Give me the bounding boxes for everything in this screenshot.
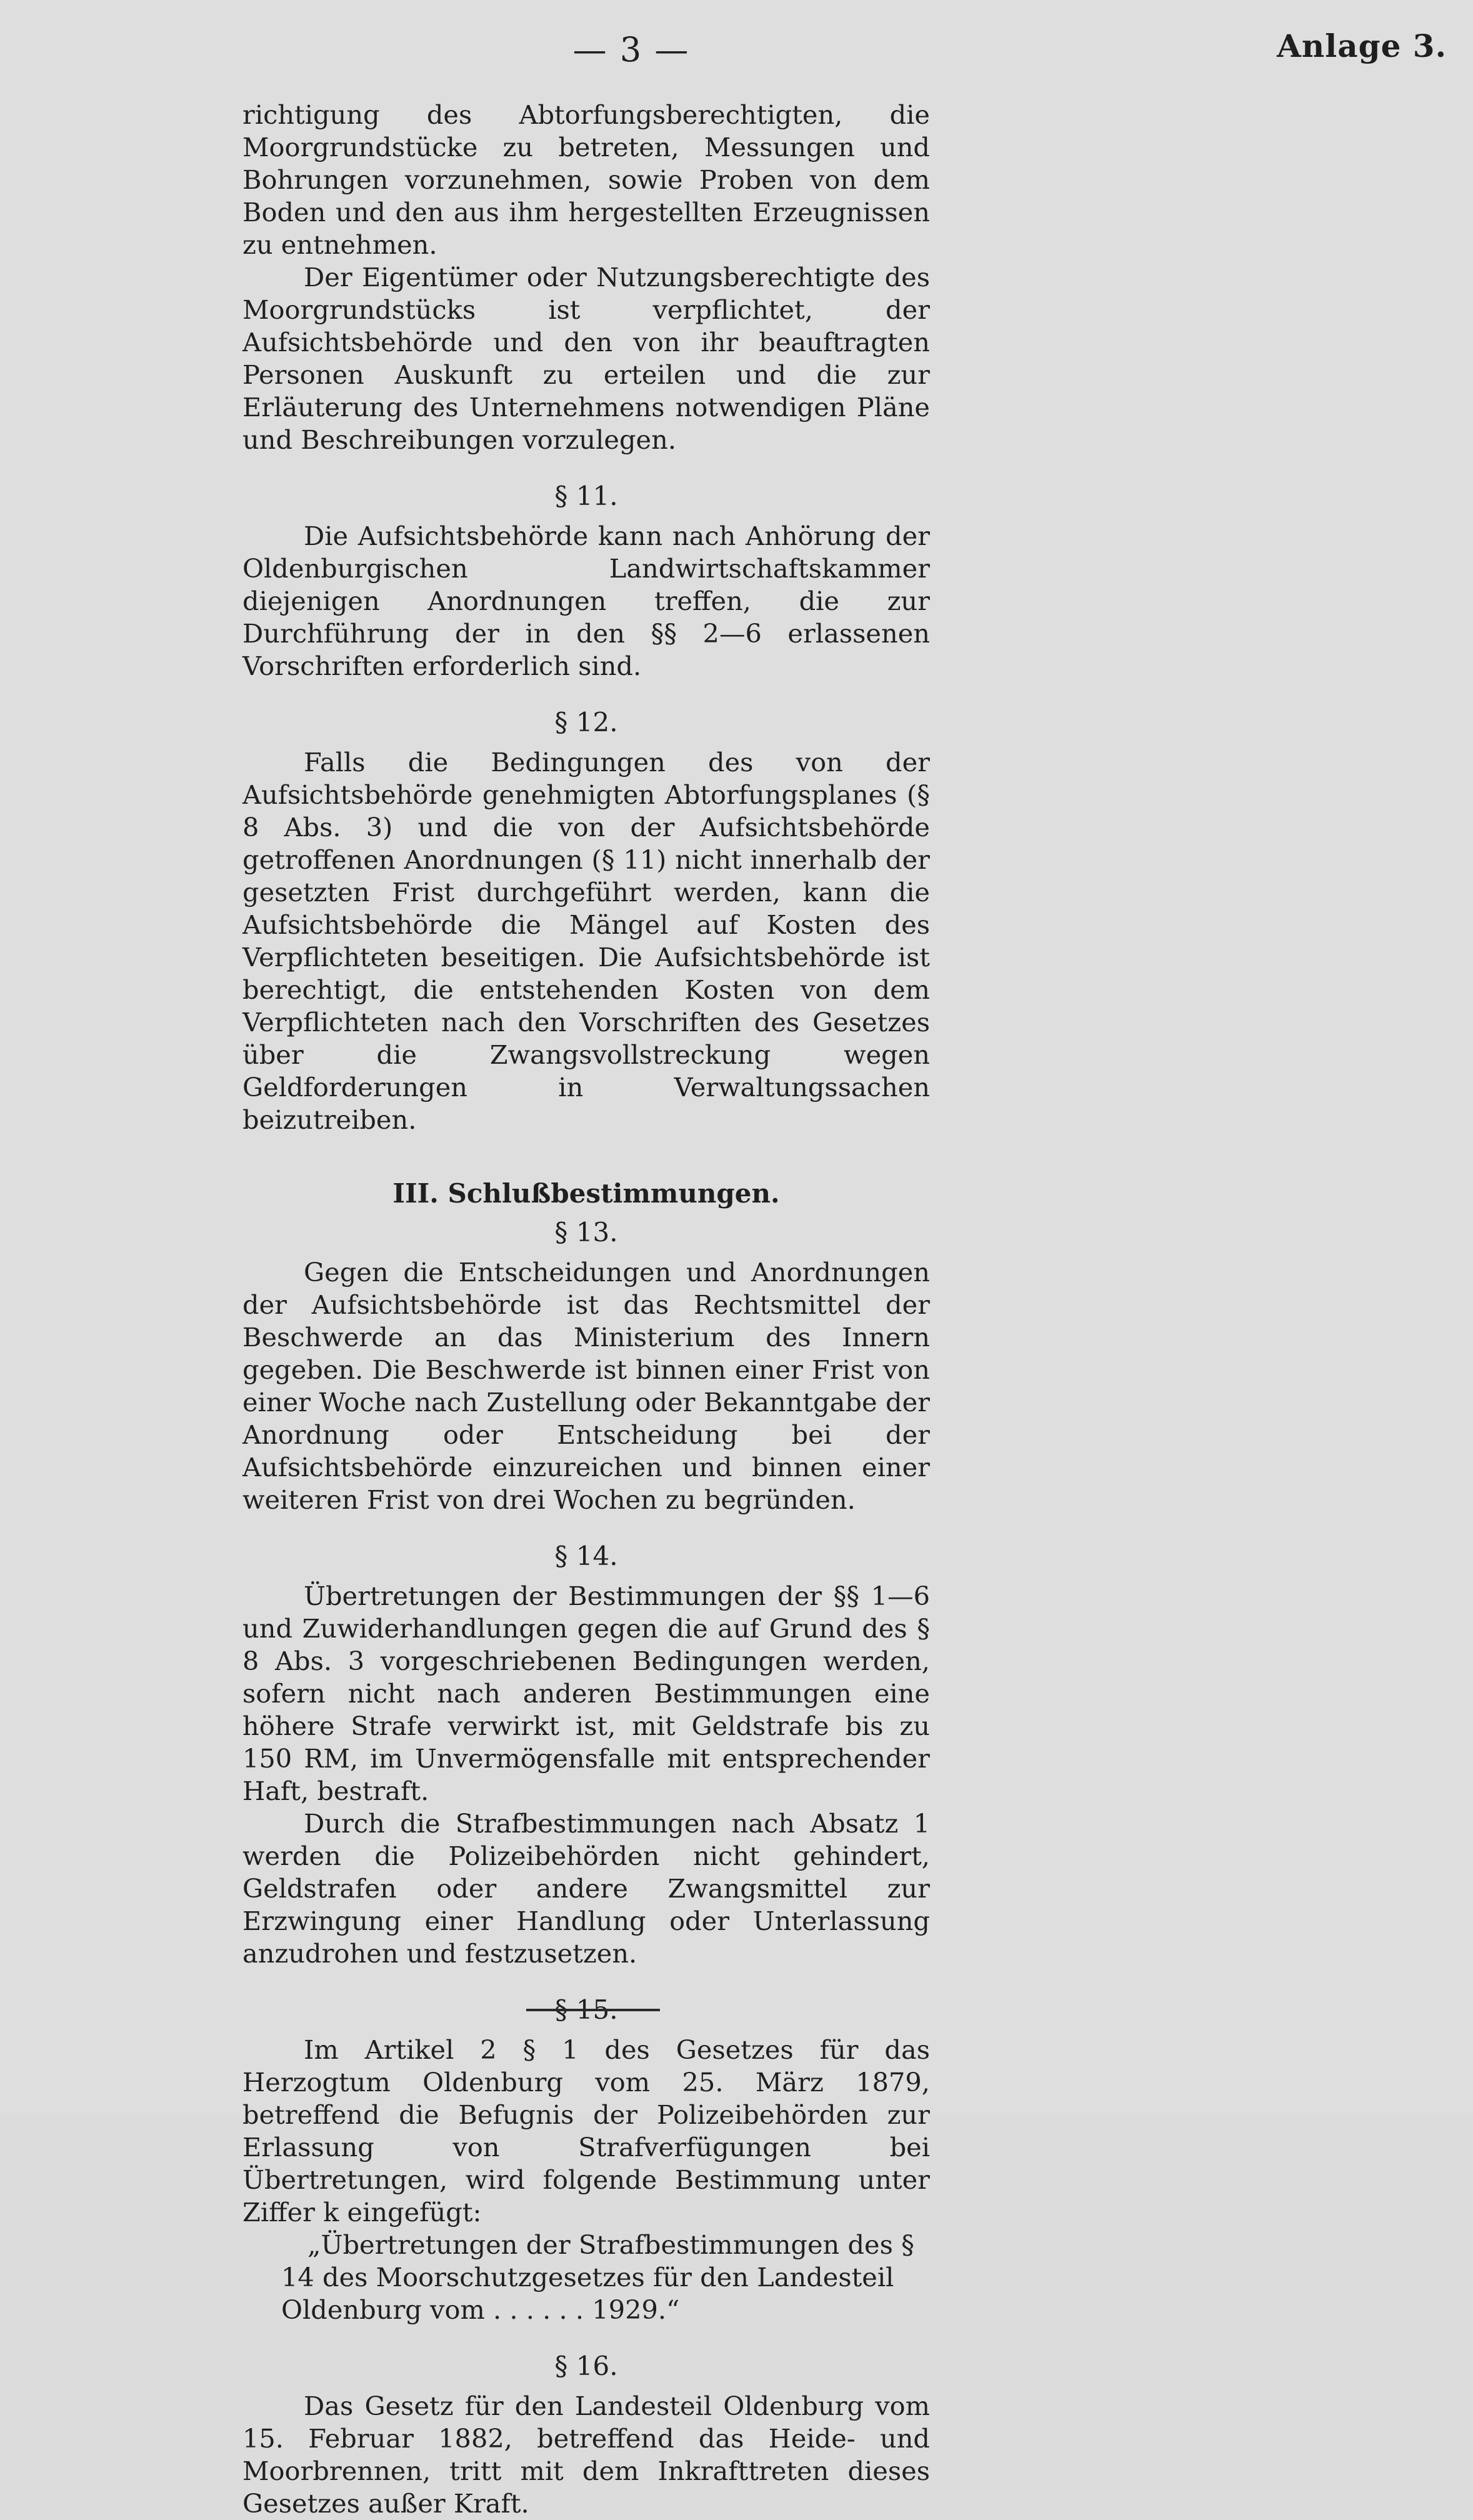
paragraph: Gegen die Entscheidungen und Anordnungen der Aufsichtsbehörde ist das Rechtsmittel der Beschwerde an das Ministerium des Innern gegeben. Die Beschwerde ist binnen einer Frist von einer Woche nach Zustellung oder Bekanntgabe der Anordnung oder Entscheidung bei der Aufsichtsbehörde einzureichen und binnen einer weiteren Frist von drei Wochen zu begründen.	[242, 1257, 930, 1515]
section-heading-11: § 11.	[554, 481, 618, 511]
section-heading-15: § 15.	[554, 1994, 618, 2025]
annex-label: Anlage 3.	[1277, 28, 1447, 64]
section-heading-16: § 16.	[554, 2351, 618, 2381]
section-heading-12: § 12.	[554, 707, 618, 738]
section-heading-13: § 13.	[554, 1217, 618, 1248]
paragraph: Durch die Strafbestimmungen nach Absatz 1 werden die Polizeibehörden nicht gehindert, Geldstrafen oder andere Zwangsmittel zur Erzwingung einer Handlung oder Unterlassung anzudrohen und festzusetzen.	[242, 1808, 930, 1969]
paragraph: Falls die Bedingungen des von der Aufsichtsbehörde genehmigten Abtorfungsplanes (§ 8 Abs. 3) und die von der Aufsichtsbehörde getroffenen Anordnungen (§ 11) nicht innerhalb der gesetzten Frist durchgeführt werden, kann die Aufsichtsbehörde die Mängel auf Kosten des Verpflichteten beseitigen. Die Aufsichtsbehörde ist berechtigt, die entstehenden Kosten von dem Verpflichteten nach den Vorschriften des Gesetzes über die Zwangsvollstreckung wegen Geldforderungen in Verwaltungssachen beizutreiben.	[242, 747, 930, 1135]
paragraph: Der Eigentümer oder Nutzungsberechtigte des Moorgrundstücks ist verpflichtet, der Aufsichtsbehörde und den von ihr beauftragten Personen Auskunft zu erteilen und die zur Erläuterung des Unternehmens notwendigen Pläne und Beschreibungen vorzulegen.	[242, 262, 930, 455]
page-number: — 3 —	[572, 30, 690, 69]
paragraph-continuation: richtigung des Abtorfungsberechtigten, die Moorgrundstücke zu betreten, Messungen und Bohrungen vorzunehmen, sowie Proben von dem Boden und den aus ihm hergestellten Erzeugnissen zu entnehmen.	[242, 99, 930, 260]
paragraph: Übertretungen der Bestimmungen der §§ 1—6 und Zuwiderhandlungen gegen die auf Grund des § 8 Abs. 3 vorgeschriebenen Bedingungen werden, sofern nicht nach anderen Bestimmungen eine höhere Strafe verwirkt ist, mit Geldstrafe bis zu 150 RM, im Unvermögensfalle mit entsprechender Haft, bestraft.	[242, 1581, 930, 1806]
document-body	[242, 99, 930, 2520]
paragraph: Im Artikel 2 § 1 des Gesetzes für das Herzogtum Oldenburg vom 25. März 1879, betreffend die Befugnis der Polizeibehörden zur Erlassung von Strafverfügungen bei Übertretungen, wird folgende Bestimmung unter Ziffer k eingefügt:	[242, 2034, 930, 2228]
quoted-provision: „Übertretungen der Strafbestimmungen des § 14 des Moorschutzgesetzes für den Landesteil Oldenburg vom . . . . . . 1929.“	[281, 2229, 914, 2325]
section-heading-14: § 14.	[554, 1541, 618, 1571]
chapter-heading: III. Schlußbestimmungen.	[392, 1178, 780, 1209]
paragraph: Das Gesetz für den Landesteil Oldenburg vom 15. Februar 1882, betreffend das Heide- und Moorbrennen, tritt mit dem Inkrafttreten dieses Gesetzes außer Kraft.	[242, 2391, 930, 2519]
end-rule	[526, 2009, 660, 2011]
paragraph: Die Aufsichtsbehörde kann nach Anhörung der Oldenburgischen Landwirtschaftskammer diejenigen Anordnungen treffen, die zur Durchführung der in den §§ 2—6 erlassenen Vorschriften erforderlich sind.	[242, 521, 930, 681]
